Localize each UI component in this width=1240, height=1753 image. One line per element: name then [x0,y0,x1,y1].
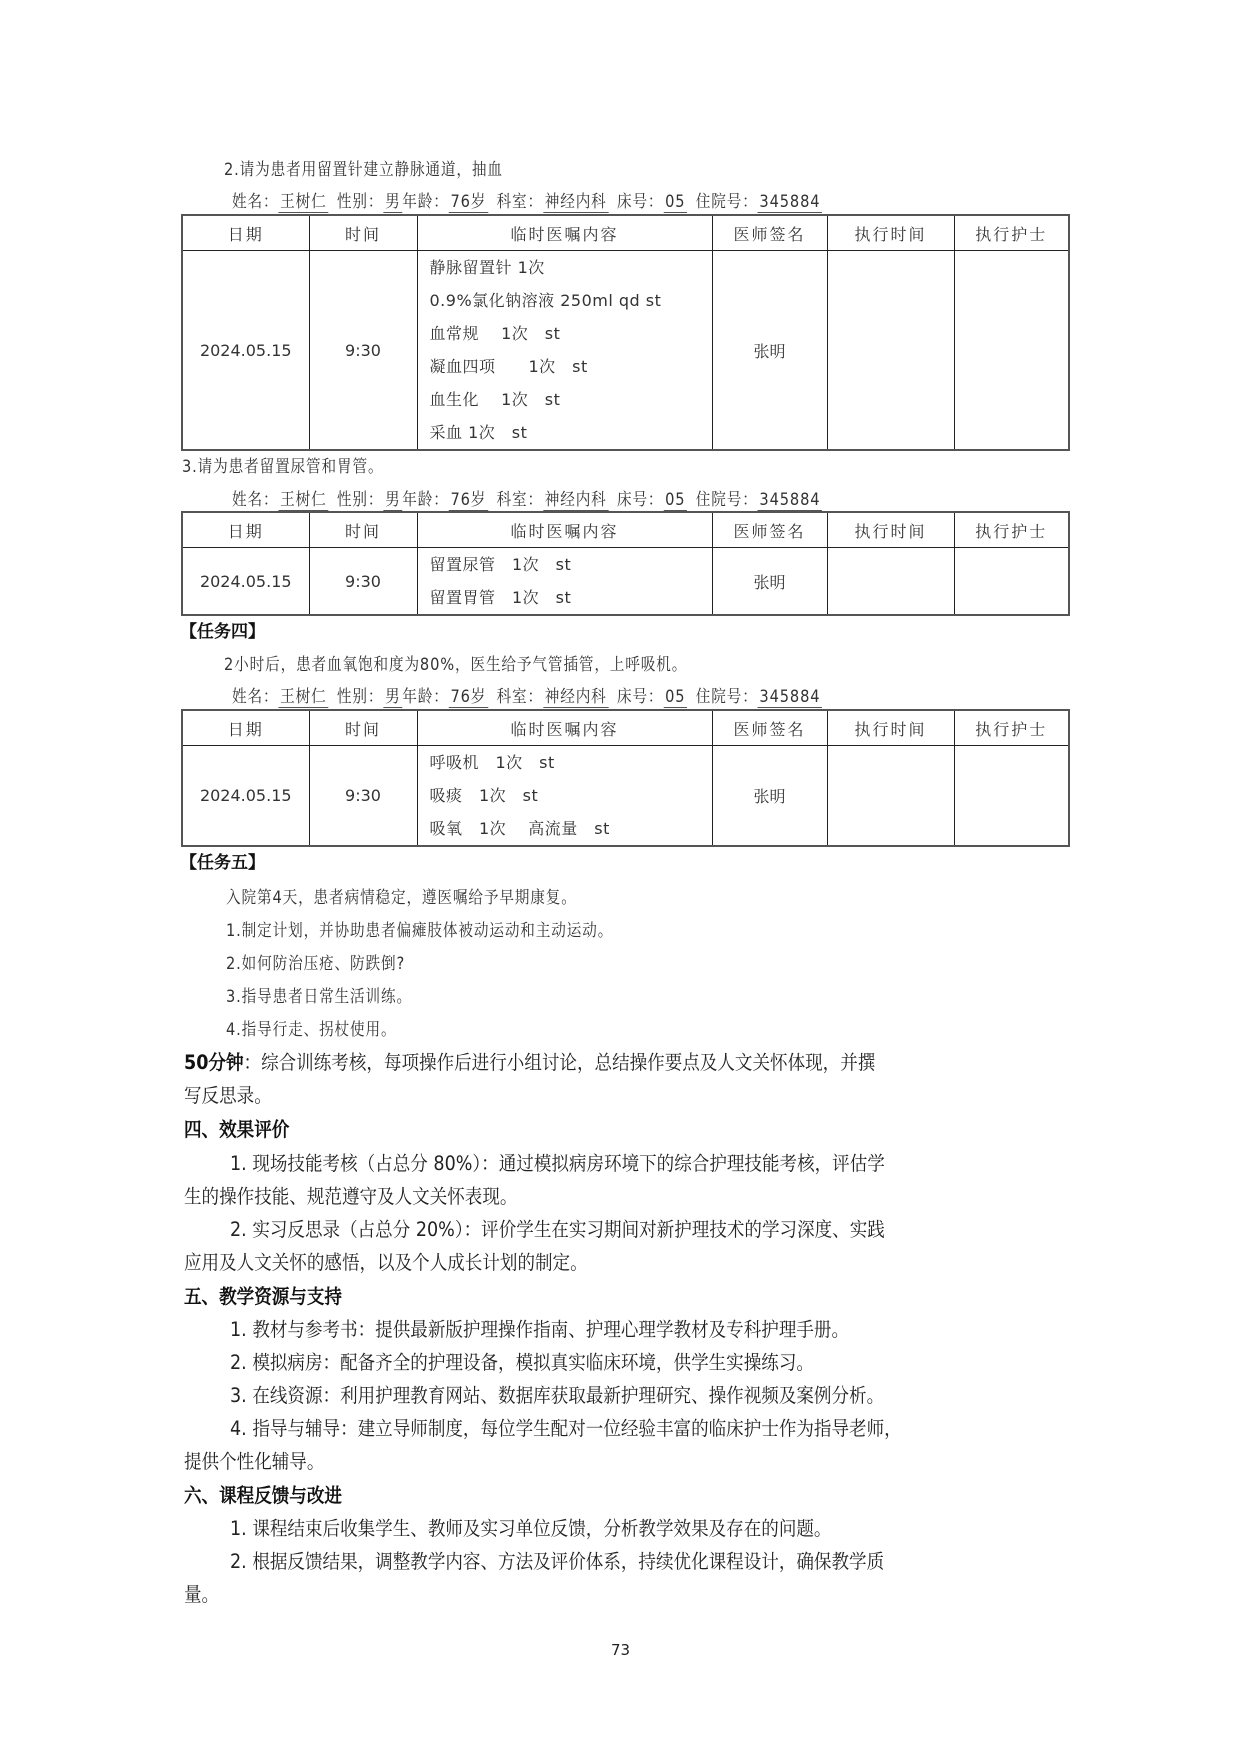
bed-label: 床号： [616,687,664,707]
patient-age: 76岁 [450,490,487,510]
patient-name: 王树仁 [280,192,327,212]
table-header-row [182,710,1069,746]
task5-item: 4.指导行走、拐杖使用。 [226,1020,397,1040]
cell-time: 9:30 [309,251,417,451]
patient-name: 王树仁 [280,687,327,707]
order-item: 血生化 1次 st [429,390,561,409]
fifty-min-label: 50分钟 [184,1051,244,1074]
task5-item: 2.如何防治压疮、防跌倒? [226,954,406,974]
section-four-item2-cont: 应用及人文关怀的感悟，以及个人成长计划的制定。 [184,1251,588,1274]
header-doctor: 医师签名 [712,215,827,251]
table-header-row [182,215,1069,251]
header-time: 时间 [309,215,417,251]
cell-orders [417,746,712,847]
section-five-item: 2. 模拟病房：配备齐全的护理设备，模拟真实临床环境，供学生实操练习。 [230,1351,814,1374]
patient-info-1 [232,187,822,212]
patient-dept: 神经内科 [544,687,607,707]
header-time: 时间 [309,512,417,548]
patient-info-3 [232,682,822,707]
patient-admission-no: 345884 [759,687,821,707]
section-four-item2: 2. 实习反思录（占总分 20%）：评价学生在实习期间对新护理技术的学习深度、实践 [230,1218,885,1241]
header-exec-nurse: 执行护士 [954,512,1069,548]
section-five-item4-cont: 提供个性化辅导。 [184,1450,325,1473]
cell-doctor: 张明 [712,548,827,616]
header-exec-time: 执行时间 [827,710,954,746]
admission-label: 住院号： [695,192,758,212]
patient-dept: 神经内科 [544,490,607,510]
patient-info-2 [232,485,822,510]
admission-label: 住院号： [695,687,758,707]
header-doctor: 医师签名 [712,512,827,548]
order-item: 采血 1次 st [429,423,528,442]
patient-admission-no: 345884 [759,490,821,510]
patient-name: 王树仁 [280,490,327,510]
section3-title: 3.请为患者留置尿管和胃管。 [182,457,384,477]
header-exec-time: 执行时间 [827,215,954,251]
task5-item: 1.制定计划，并协助患者偏瘫肢体被动运动和主动运动。 [226,921,614,941]
task4-text: 2小时后，患者血氧饱和度为80%，医生给予气管插管，上呼吸机。 [224,655,688,675]
age-label: 年龄： [402,687,449,707]
age-label: 年龄： [402,192,449,212]
order-item: 呼吸机 1次 st [429,753,555,772]
bed-label: 床号： [616,192,664,212]
section-five-item: 1. 教材与参考书：提供最新版护理操作指南、护理心理学教材及专科护理手册。 [230,1318,850,1341]
patient-age: 76岁 [450,192,487,212]
sex-label: 性别： [336,490,384,510]
name-label: 姓名： [232,192,279,212]
section-five-item: 4. 指导与辅导：建立导师制度，每位学生配对一位经验丰富的临床护士作为指导老师， [230,1417,902,1440]
cell-date: 2024.05.15 [182,251,309,451]
table-row [182,746,1069,847]
section-six-item2-cont: 量。 [184,1583,220,1606]
cell-exec-time[interactable] [827,251,954,451]
task5-intro: 入院第4天，患者病情稳定，遵医嘱给予早期康复。 [226,888,577,908]
cell-date: 2024.05.15 [182,548,309,616]
patient-sex: 男 [385,192,401,212]
table-row [182,548,1069,616]
header-time: 时间 [309,710,417,746]
patient-bed: 05 [665,192,686,212]
cell-time: 9:30 [309,548,417,616]
name-label: 姓名： [232,687,279,707]
orders-table-section2 [181,214,1070,451]
order-item: 吸氧 1次 高流量 st [429,819,610,838]
age-label: 年龄： [402,490,449,510]
cell-doctor: 张明 [712,251,827,451]
section-four-item1-cont: 生的操作技能、规范遵守及人文关怀表现。 [184,1185,518,1208]
patient-age: 76岁 [450,687,487,707]
header-doctor: 医师签名 [712,710,827,746]
table-header-row [182,512,1069,548]
cell-exec-nurse[interactable] [954,251,1069,451]
cell-doctor: 张明 [712,746,827,847]
fifty-min-line2: 写反思录。 [184,1084,272,1107]
cell-time: 9:30 [309,746,417,847]
cell-orders [417,251,712,451]
cell-date: 2024.05.15 [182,746,309,847]
order-item: 0.9%氯化钠溶液 250ml qd st [429,291,662,310]
section-six-heading: 六、课程反馈与改进 [184,1484,342,1507]
header-exec-nurse: 执行护士 [954,710,1069,746]
sex-label: 性别： [336,192,384,212]
section-four-heading: 四、效果评价 [184,1118,290,1141]
header-orders: 临时医嘱内容 [417,215,712,251]
header-date: 日期 [182,710,309,746]
header-date: 日期 [182,512,309,548]
patient-bed: 05 [665,687,686,707]
order-item: 留置胃管 1次 st [429,588,572,607]
patient-dept: 神经内科 [544,192,607,212]
order-item: 留置尿管 1次 st [429,555,572,574]
cell-exec-nurse[interactable] [954,548,1069,616]
task5-item: 3.指导患者日常生活训练。 [226,987,412,1007]
task4-heading: 【任务四】 [180,622,265,642]
header-exec-nurse: 执行护士 [954,215,1069,251]
fifty-min-text: ：综合训练考核，每项操作后进行小组讨论，总结操作要点及人文关怀体现，并撰 [243,1051,876,1074]
section-five-heading: 五、教学资源与支持 [184,1285,342,1308]
section2-title: 2.请为患者用留置针建立静脉通道，抽血 [224,160,503,180]
orders-table-section3 [181,511,1070,616]
section-four-item1: 1. 现场技能考核（占总分 80%）：通过模拟病房环境下的综合护理技能考核，评估学 [230,1152,885,1175]
orders-table-task4 [181,709,1070,847]
section-six-item: 1. 课程结束后收集学生、教师及实习单位反馈，分析教学效果及存在的问题。 [230,1517,832,1540]
cell-exec-time[interactable] [827,746,954,847]
patient-bed: 05 [665,490,686,510]
cell-exec-time[interactable] [827,548,954,616]
name-label: 姓名： [232,490,279,510]
order-item: 凝血四项 1次 st [429,357,588,376]
task5-heading: 【任务五】 [180,853,265,873]
patient-sex: 男 [385,490,401,510]
cell-orders [417,548,712,616]
dept-label: 科室： [496,192,544,212]
sex-label: 性别： [336,687,384,707]
cell-exec-nurse[interactable] [954,746,1069,847]
patient-admission-no: 345884 [759,192,821,212]
admission-label: 住院号： [695,490,758,510]
dept-label: 科室： [496,687,544,707]
dept-label: 科室： [496,490,544,510]
order-item: 血常规 1次 st [429,324,561,343]
header-date: 日期 [182,215,309,251]
header-orders: 临时医嘱内容 [417,512,712,548]
page-number: 73 [611,1641,631,1659]
patient-sex: 男 [385,687,401,707]
table-row [182,251,1069,451]
bed-label: 床号： [616,490,664,510]
order-item: 静脉留置针 1次 [429,258,545,277]
order-item: 吸痰 1次 st [429,786,539,805]
fifty-min-line1 [184,1047,875,1075]
header-orders: 临时医嘱内容 [417,710,712,746]
section-five-item: 3. 在线资源：利用护理教育网站、数据库获取最新护理研究、操作视频及案例分析。 [230,1384,885,1407]
header-exec-time: 执行时间 [827,512,954,548]
section-six-item: 2. 根据反馈结果，调整教学内容、方法及评价体系，持续优化课程设计，确保教学质 [230,1550,885,1573]
